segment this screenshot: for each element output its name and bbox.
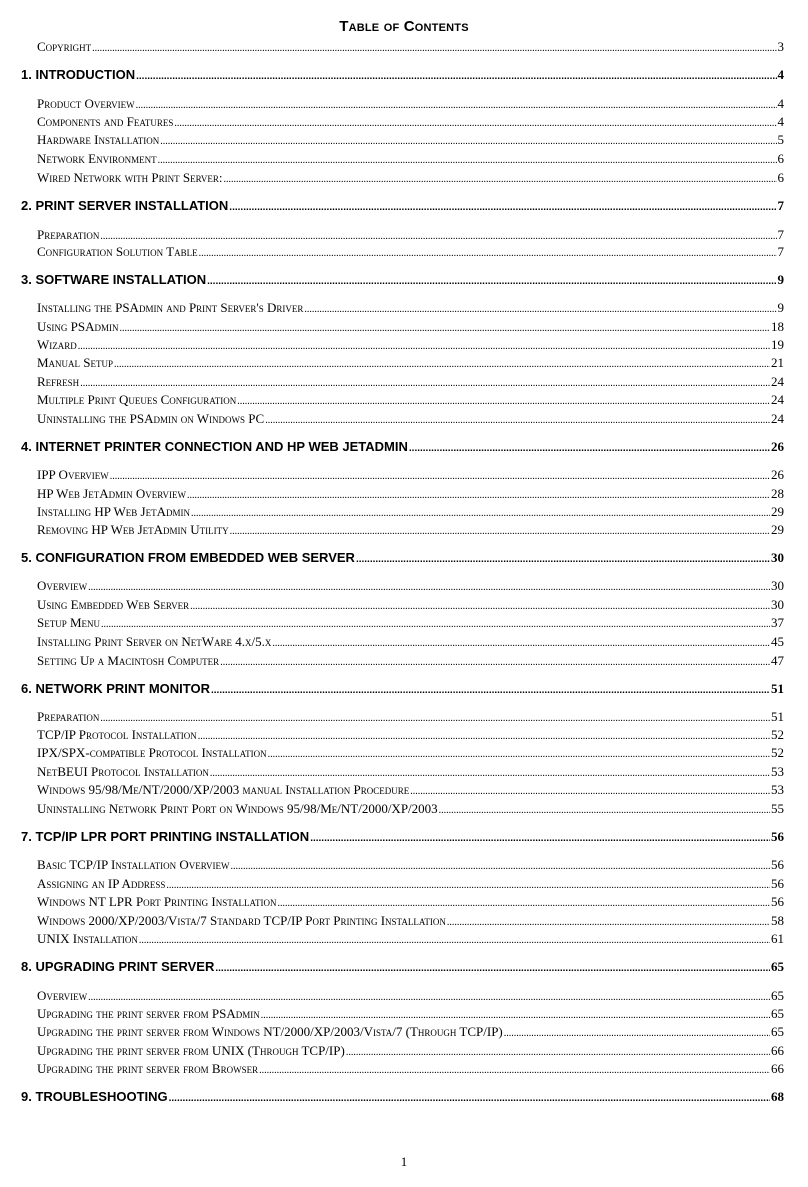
toc-entry-row[interactable] xyxy=(37,876,784,894)
toc-item-page: 21 xyxy=(771,355,784,370)
toc-entry-row[interactable] xyxy=(37,504,784,522)
toc-item-label: Upgrading the print server from Windows NT/2000/XP/2003/Vista/7 (Through TCP/IP) xyxy=(37,1024,503,1039)
toc-item-label: Setting Up a Macintosh Computer xyxy=(37,653,220,668)
toc-entry-row[interactable] xyxy=(37,745,784,763)
dot-leader xyxy=(80,376,770,392)
toc-entry-row[interactable] xyxy=(37,486,784,504)
toc-item-page: 56 xyxy=(771,876,784,891)
dot-leader xyxy=(114,357,770,373)
toc-item-page: 3 xyxy=(777,39,784,54)
toc-item-label: Using Embedded Web Server xyxy=(37,597,190,612)
dot-leader xyxy=(230,524,770,540)
toc-entry-row[interactable] xyxy=(37,114,784,132)
toc-item-page: 51 xyxy=(771,709,784,724)
toc-item-page: 47 xyxy=(771,653,784,668)
dot-leader xyxy=(174,116,776,132)
toc-item-page: 29 xyxy=(771,522,784,537)
dot-leader xyxy=(304,302,776,318)
toc-chapter-row[interactable] xyxy=(21,681,784,699)
toc-item-page: 65 xyxy=(771,959,784,974)
toc-item-page: 19 xyxy=(771,337,784,352)
dot-leader xyxy=(187,488,770,504)
dot-leader xyxy=(110,469,770,485)
toc-item-label: 5. CONFIGURATION FROM EMBEDDED WEB SERVER xyxy=(21,550,355,565)
dot-leader xyxy=(101,617,770,633)
toc-item-page: 9 xyxy=(777,300,784,315)
dot-leader xyxy=(160,134,776,150)
toc-item-label: Removing HP Web JetAdmin Utility xyxy=(37,522,229,537)
toc-item-label: Manual Setup xyxy=(37,355,114,370)
toc-item-label: Assigning an IP Address xyxy=(37,876,166,891)
toc-item-page: 24 xyxy=(771,411,784,426)
toc-item-label: Windows 95/98/Me/NT/2000/XP/2003 manual Installation Procedure xyxy=(37,782,410,797)
toc-item-page: 56 xyxy=(771,829,784,844)
toc-entry-row[interactable] xyxy=(37,411,784,429)
toc-item-page: 45 xyxy=(771,634,784,649)
toc-entry-row[interactable] xyxy=(37,931,784,949)
toc-item-page: 7 xyxy=(777,198,784,213)
dot-leader xyxy=(191,506,770,522)
dot-leader xyxy=(210,766,770,782)
toc-item-page: 6 xyxy=(777,151,784,166)
toc-item-label: Windows NT LPR Port Printing Installation xyxy=(37,894,277,909)
toc-item-label: 8. UPGRADING PRINT SERVER xyxy=(21,959,215,974)
toc-entry-row[interactable] xyxy=(37,39,784,57)
dot-leader xyxy=(166,878,770,894)
toc-item-label: Configuration Solution Table xyxy=(37,244,198,259)
dot-leader xyxy=(356,552,770,568)
toc-item-label: Preparation xyxy=(37,227,100,242)
toc-item-page: 61 xyxy=(771,931,784,946)
toc-entry-row[interactable] xyxy=(37,170,784,188)
toc-item-label: Wizard xyxy=(37,337,77,352)
toc-item-page: 55 xyxy=(771,801,784,816)
dot-leader xyxy=(277,896,770,912)
toc-item-label: Using PSAdmin xyxy=(37,319,119,334)
dot-leader xyxy=(92,41,776,57)
dot-leader xyxy=(220,655,770,671)
toc-item-page: 53 xyxy=(771,782,784,797)
toc-entry-row[interactable] xyxy=(37,467,784,485)
toc-item-page: 6 xyxy=(777,170,784,185)
toc-item-label: Network Environment xyxy=(37,151,157,166)
toc-item-label: Installing Print Server on NetWare 4.x/5.x xyxy=(37,634,272,649)
dot-leader xyxy=(268,747,770,763)
toc-entry-row[interactable] xyxy=(37,857,784,875)
toc-item-page: 26 xyxy=(771,439,784,454)
toc-entry-row[interactable] xyxy=(37,319,784,337)
toc-chapter-row[interactable] xyxy=(21,198,784,216)
toc-entry-row[interactable] xyxy=(37,151,784,169)
toc-item-page: 56 xyxy=(771,894,784,909)
toc-entry-row[interactable] xyxy=(37,597,784,615)
dot-leader xyxy=(230,859,770,875)
toc-item-page: 51 xyxy=(771,681,784,696)
dot-leader xyxy=(504,1026,770,1042)
toc-item-page: 52 xyxy=(771,745,784,760)
toc-item-page: 56 xyxy=(771,857,784,872)
dot-leader xyxy=(100,229,776,245)
toc-entry-row[interactable] xyxy=(37,727,784,745)
toc-item-label: UNIX Installation xyxy=(37,931,138,946)
toc-chapter-row[interactable] xyxy=(21,272,784,290)
toc-item-page: 53 xyxy=(771,764,784,779)
toc-chapter-row[interactable] xyxy=(21,550,784,568)
toc-item-label: Installing HP Web JetAdmin xyxy=(37,504,190,519)
toc-entry-row[interactable] xyxy=(37,1061,784,1079)
toc-entry-row[interactable] xyxy=(37,615,784,633)
dot-leader xyxy=(310,831,770,847)
toc-item-page: 65 xyxy=(771,1024,784,1039)
toc-chapter-row[interactable] xyxy=(21,1089,784,1107)
toc-item-label: 2. PRINT SERVER INSTALLATION xyxy=(21,198,229,213)
dot-leader xyxy=(136,69,776,85)
toc-item-label: Product Overview xyxy=(37,96,135,111)
toc-entry-row[interactable] xyxy=(37,653,784,671)
toc-entry-row[interactable] xyxy=(37,337,784,355)
toc-item-page: 9 xyxy=(777,272,784,287)
toc-item-label: 3. SOFTWARE INSTALLATION xyxy=(21,272,207,287)
toc-entry-row[interactable] xyxy=(37,374,784,392)
toc-item-label: Overview xyxy=(37,988,88,1003)
toc-item-page: 26 xyxy=(771,467,784,482)
toc-item-page: 5 xyxy=(777,132,784,147)
dot-leader xyxy=(261,1008,770,1024)
dot-leader xyxy=(259,1063,770,1079)
toc-item-label: Installing the PSAdmin and Print Server's Driver xyxy=(37,300,304,315)
toc-entry-row[interactable] xyxy=(37,578,784,596)
toc-entry-row[interactable] xyxy=(37,1024,784,1042)
toc-item-label: 9. TROUBLESHOOTING xyxy=(21,1089,168,1104)
dot-leader xyxy=(215,961,770,977)
dot-leader xyxy=(88,580,770,596)
toc-item-page: 29 xyxy=(771,504,784,519)
toc-item-page: 30 xyxy=(771,550,784,565)
dot-leader xyxy=(190,599,770,615)
toc-entry-row[interactable] xyxy=(37,764,784,782)
toc-chapter-row[interactable] xyxy=(21,67,784,85)
page-title: Table of Contents xyxy=(339,18,469,35)
toc-entry-row[interactable] xyxy=(37,1006,784,1024)
toc-chapter-row[interactable] xyxy=(21,829,784,847)
toc-entry-row[interactable] xyxy=(37,355,784,373)
toc-chapter-row[interactable] xyxy=(21,439,784,457)
toc-item-page: 66 xyxy=(771,1043,784,1058)
toc-item-page: 7 xyxy=(777,227,784,242)
toc-item-page: 7 xyxy=(777,244,784,259)
dot-leader xyxy=(169,1091,770,1107)
toc-item-page: 30 xyxy=(771,597,784,612)
dot-leader xyxy=(78,339,770,355)
toc-item-label: Upgrading the print server from PSAdmin xyxy=(37,1006,260,1021)
toc-item-label: Hardware Installation xyxy=(37,132,160,147)
dot-leader xyxy=(139,933,770,949)
toc-item-page: 4 xyxy=(777,67,784,82)
toc-item-page: 66 xyxy=(771,1061,784,1076)
toc-entry-row[interactable] xyxy=(37,988,784,1006)
dot-leader xyxy=(223,172,776,188)
toc-entry-row[interactable] xyxy=(37,132,784,150)
dot-leader xyxy=(272,636,770,652)
toc-item-page: 30 xyxy=(771,578,784,593)
toc-entry-row[interactable] xyxy=(37,227,784,245)
toc-item-label: 7. TCP/IP LPR PORT PRINTING INSTALLATION xyxy=(21,829,310,844)
toc-item-label: Windows 2000/XP/2003/Vista/7 Standard TCP/IP Port Printing Installation xyxy=(37,913,446,928)
toc-entry-row[interactable] xyxy=(37,894,784,912)
toc-item-label: Upgrading the print server from UNIX (Through TCP/IP) xyxy=(37,1043,345,1058)
toc-entry-row[interactable] xyxy=(37,913,784,931)
toc-entry-row[interactable] xyxy=(37,96,784,114)
toc-entry-row[interactable] xyxy=(37,634,784,652)
toc-item-label: Refresh xyxy=(37,374,80,389)
toc-item-label: Copyright xyxy=(37,39,92,54)
toc-item-page: 68 xyxy=(771,1089,784,1104)
toc-item-label: NetBEUI Protocol Installation xyxy=(37,764,209,779)
toc-item-label: Overview xyxy=(37,578,88,593)
toc-item-page: 37 xyxy=(771,615,784,630)
dot-leader xyxy=(439,803,770,819)
toc-item-label: Multiple Print Queues Configuration xyxy=(37,392,237,407)
toc-item-page: 4 xyxy=(777,114,784,129)
toc-entry-row[interactable] xyxy=(37,244,784,262)
toc-item-page: 65 xyxy=(771,988,784,1003)
toc-item-label: 4. INTERNET PRINTER CONNECTION AND HP WEB JETADMIN xyxy=(21,439,408,454)
dot-leader xyxy=(120,321,771,337)
dot-leader xyxy=(136,98,777,114)
toc-item-label: Basic TCP/IP Installation Overview xyxy=(37,857,230,872)
toc-item-page: 24 xyxy=(771,374,784,389)
toc-item-page: 28 xyxy=(771,486,784,501)
toc-item-label: HP Web JetAdmin Overview xyxy=(37,486,187,501)
toc-chapter-row[interactable] xyxy=(21,959,784,977)
toc-item-label: Setup Menu xyxy=(37,615,101,630)
toc-item-label: Wired Network with Print Server: xyxy=(37,170,223,185)
dot-leader xyxy=(229,200,776,216)
dot-leader xyxy=(447,915,770,931)
dot-leader xyxy=(346,1045,770,1061)
dot-leader xyxy=(409,441,770,457)
dot-leader xyxy=(237,394,770,410)
toc-item-label: Components and Features xyxy=(37,114,174,129)
toc-entry-row[interactable] xyxy=(37,392,784,410)
toc-item-page: 24 xyxy=(771,392,784,407)
toc-item-label: Preparation xyxy=(37,709,100,724)
toc-entry-row[interactable] xyxy=(37,300,784,318)
toc-entry-row[interactable] xyxy=(37,709,784,727)
dot-leader xyxy=(265,413,770,429)
toc-item-label: Upgrading the print server from Browser xyxy=(37,1061,259,1076)
toc-entry-row[interactable] xyxy=(37,782,784,800)
dot-leader xyxy=(199,246,777,262)
toc-item-label: Uninstalling the PSAdmin on Windows PC xyxy=(37,411,265,426)
toc-item-label: IPP Overview xyxy=(37,467,109,482)
toc-entry-row[interactable] xyxy=(37,522,784,540)
toc-item-label: 6. NETWORK PRINT MONITOR xyxy=(21,681,210,696)
toc-item-page: 4 xyxy=(777,96,784,111)
dot-leader xyxy=(207,274,776,290)
dot-leader xyxy=(211,683,770,699)
toc-entry-row[interactable] xyxy=(37,1043,784,1061)
toc-item-label: IPX/SPX-compatible Protocol Installation xyxy=(37,745,267,760)
dot-leader xyxy=(158,153,777,169)
toc-item-label: TCP/IP Protocol Installation xyxy=(37,727,197,742)
toc-item-page: 65 xyxy=(771,1006,784,1021)
toc-item-page: 52 xyxy=(771,727,784,742)
toc-item-page: 58 xyxy=(771,913,784,928)
dot-leader xyxy=(410,784,770,800)
dot-leader xyxy=(88,990,770,1006)
toc-item-label: Uninstalling Network Print Port on Windows 95/98/Me/NT/2000/XP/2003 xyxy=(37,801,438,816)
dot-leader xyxy=(198,729,770,745)
dot-leader xyxy=(100,711,770,727)
toc-entry-row[interactable] xyxy=(37,801,784,819)
toc-item-page: 18 xyxy=(771,319,784,334)
page-number: 1 xyxy=(400,1154,408,1169)
toc-item-label: 1. INTRODUCTION xyxy=(21,67,136,82)
